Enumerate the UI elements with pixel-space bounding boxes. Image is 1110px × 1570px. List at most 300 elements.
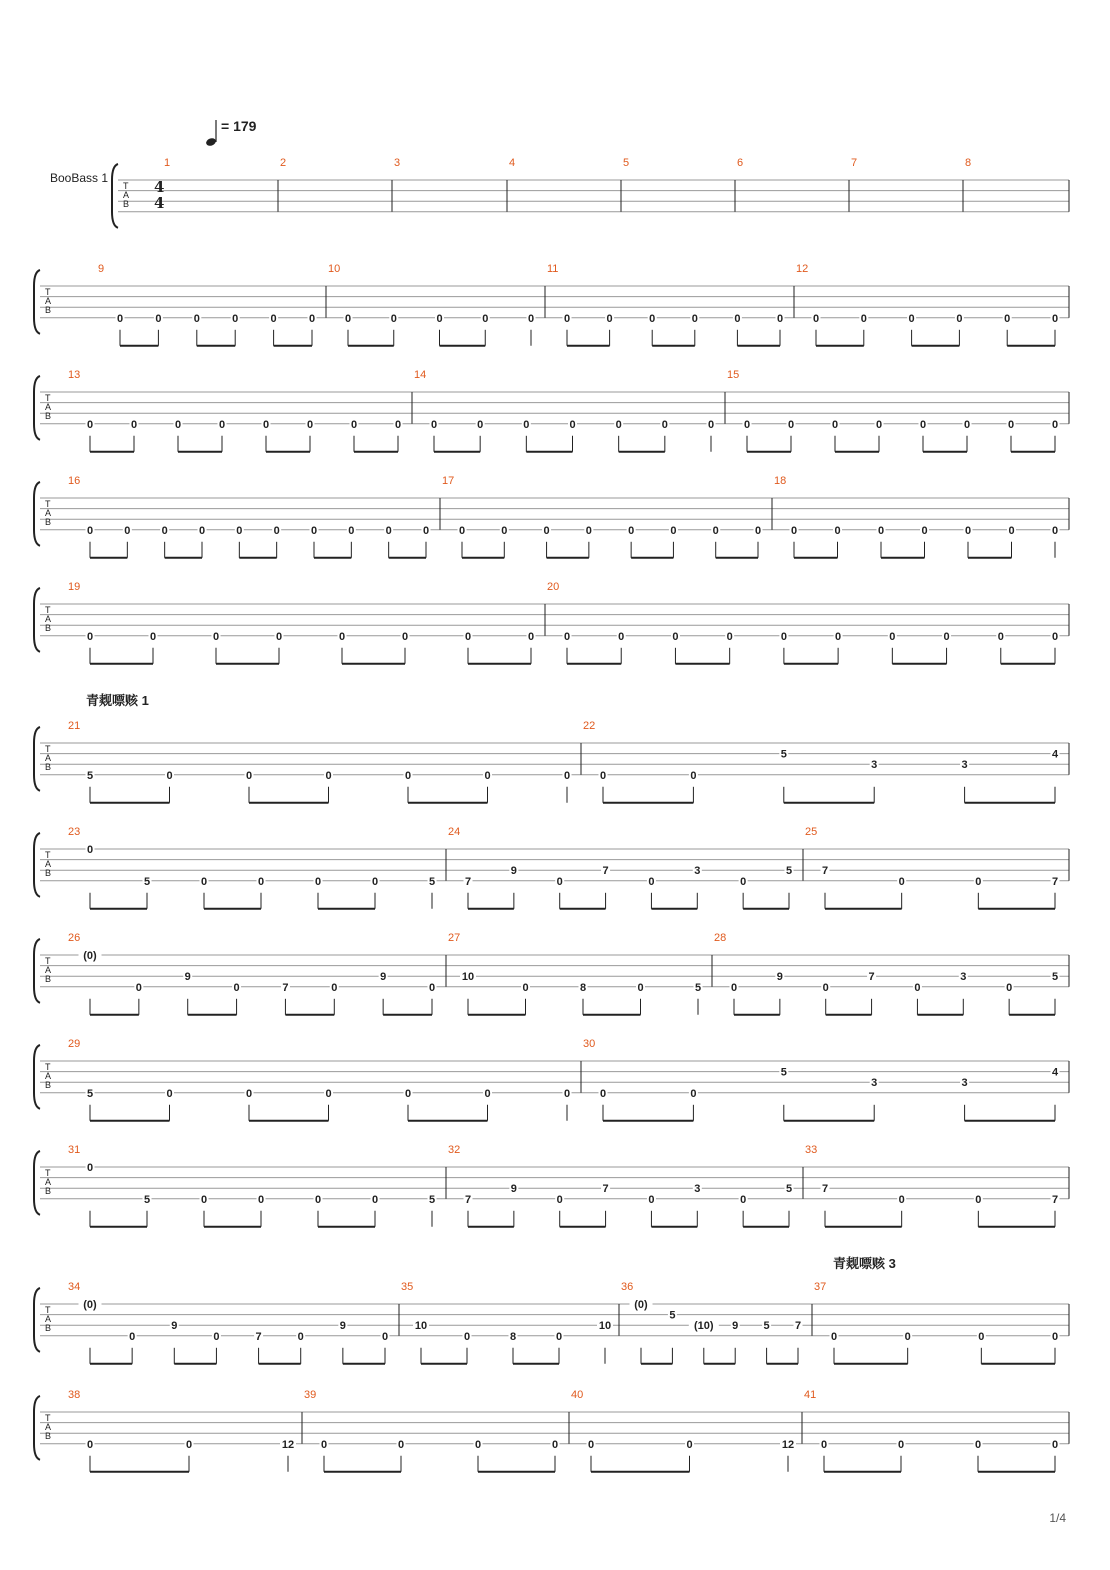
fret-number: 0: [822, 981, 829, 994]
fret-number: 0: [963, 418, 971, 431]
fret-number: 0: [875, 418, 883, 431]
fret-number: 0: [86, 524, 94, 537]
measure-number: 16: [68, 475, 81, 487]
measure-number: 8: [965, 157, 972, 169]
measure-number: 23: [68, 826, 81, 838]
fret-number: 0: [218, 418, 226, 431]
fret-number: 0: [556, 875, 563, 888]
fret-number: 0: [338, 630, 346, 643]
fret-number: 0: [860, 312, 867, 325]
fret-number: 0: [556, 1193, 563, 1206]
fret-number: 0: [734, 312, 741, 325]
fret-number: 0: [270, 312, 277, 325]
fret-number: 0: [130, 418, 138, 431]
tab-clef-letter: T: [45, 499, 51, 509]
tab-system-9: [34, 1038, 1069, 1121]
fret-number: 0: [908, 312, 915, 325]
fret-number: 0: [233, 981, 240, 994]
fret-number: 0: [185, 1438, 193, 1451]
fret-number: 0: [975, 1193, 982, 1206]
tab-clef-letter: T: [45, 287, 51, 297]
fret-number: 0: [200, 1193, 208, 1206]
fret-number: 0: [394, 418, 402, 431]
fret-number: 7: [255, 1330, 262, 1343]
fret-number: 0: [754, 524, 762, 537]
fret-number: 0: [648, 875, 655, 888]
fret-number: 0: [348, 524, 355, 537]
fret-number: 0: [86, 844, 94, 856]
tab-system-6: [34, 720, 1069, 803]
measure-number: 4: [509, 157, 516, 169]
fret-number: (0): [83, 950, 97, 962]
tab-clef-letter: A: [45, 402, 52, 412]
measure-number: 24: [448, 826, 461, 838]
fret-number: 0: [308, 312, 316, 325]
fret-number: 0: [898, 875, 905, 888]
tab-clef-letter: T: [45, 393, 51, 403]
fret-number: 0: [921, 524, 928, 537]
fret-number: 0: [245, 1087, 253, 1100]
system-bracket: [34, 833, 40, 897]
fret-number: 0: [275, 630, 283, 643]
fret-number: 9: [380, 971, 387, 984]
fret-number: 0: [787, 418, 795, 431]
fret-number: 0: [585, 524, 592, 537]
tab-clef-letter: A: [45, 965, 52, 975]
measure-number: 19: [68, 581, 81, 593]
measure-number: 1: [164, 157, 171, 169]
measure-number: 5: [623, 157, 630, 169]
fret-number: 12: [281, 1438, 295, 1451]
fret-number: 0: [86, 418, 94, 431]
measure-number: 13: [68, 369, 81, 381]
fret-number: 0: [404, 1087, 412, 1100]
fret-number: 0: [390, 312, 397, 325]
fret-number: 0: [331, 981, 338, 994]
measure-number: 22: [583, 720, 596, 732]
system-bracket: [34, 482, 40, 546]
fret-number: 0: [501, 524, 508, 537]
fret-number: 0: [86, 1438, 94, 1451]
fret-number: 0: [1051, 1438, 1059, 1451]
measure-number: 10: [328, 263, 341, 275]
fret-number: 0: [726, 630, 733, 643]
fret-number: 0: [350, 418, 358, 431]
tab-clef-letter: T: [45, 956, 51, 966]
fret-number: 0: [563, 630, 571, 643]
tab-clef-letter: B: [45, 411, 52, 421]
fret-number: 0: [1004, 312, 1011, 325]
tempo-value: = 179: [221, 118, 257, 134]
system-bracket: [34, 939, 40, 1003]
tab-system-10: [34, 1144, 1069, 1227]
measure-number: 39: [304, 1389, 317, 1401]
fret-number: 9: [510, 865, 517, 878]
fret-number: 0: [306, 418, 314, 431]
fret-number: 0: [943, 630, 950, 643]
fret-number: 0: [236, 524, 243, 537]
fret-number: 0: [325, 769, 332, 782]
fret-number: 0: [898, 1193, 905, 1206]
fret-number: 3: [960, 971, 967, 984]
fret-number: 0: [463, 1330, 471, 1343]
fret-number: 0: [877, 524, 885, 537]
fret-number: 0: [790, 524, 798, 537]
fret-number: 5: [428, 1193, 436, 1206]
fret-number: 5: [86, 769, 94, 782]
measure-number: 26: [68, 932, 81, 944]
fret-number: 0: [404, 769, 412, 782]
tab-clef-letter: B: [45, 1080, 52, 1090]
fret-number: 0: [975, 875, 982, 888]
fret-number: 0: [166, 769, 173, 782]
fret-number: 0: [904, 1330, 911, 1343]
fret-number: 0: [740, 875, 747, 888]
fret-number: 0: [1006, 981, 1013, 994]
time-signature-bottom: 4: [154, 194, 165, 212]
fret-number: 3: [694, 1183, 701, 1196]
fret-number: (0): [83, 1299, 97, 1311]
fret-number: 0: [371, 875, 379, 888]
fret-number: 9: [184, 971, 191, 984]
fret-number: 0: [1008, 524, 1015, 537]
tab-clef-letter: B: [45, 868, 52, 878]
tab-clef-letter: B: [45, 517, 52, 527]
fret-number: 7: [1051, 875, 1059, 888]
fret-number: 0: [820, 1438, 828, 1451]
fret-number: 0: [712, 524, 719, 537]
fret-number: 0: [477, 418, 484, 431]
fret-number: 0: [297, 1330, 304, 1343]
measure-number: 2: [280, 157, 287, 169]
system-bracket: [34, 376, 40, 440]
fret-number: 0: [1051, 418, 1059, 431]
fret-number: 0: [198, 524, 206, 537]
system-bracket: [34, 588, 40, 652]
tab-clef-letter: T: [45, 605, 51, 615]
measure-number: 41: [804, 1389, 817, 1401]
fret-number: 8: [509, 1330, 517, 1343]
tab-clef-letter: A: [45, 296, 52, 306]
fret-number: 0: [637, 981, 644, 994]
section-marker-3: 青觌嘌赅 3: [833, 1256, 896, 1271]
fret-number: 3: [871, 759, 878, 772]
fret-number: 7: [282, 981, 289, 994]
tab-clef-letter: B: [45, 974, 52, 984]
measure-number: 6: [737, 157, 744, 169]
fret-number: 5: [86, 1087, 94, 1100]
fret-number: 0: [661, 418, 668, 431]
tab-clef-letter: A: [123, 190, 130, 200]
fret-number: 0: [649, 312, 656, 325]
measure-number: 25: [805, 826, 818, 838]
system-bracket: [34, 270, 40, 334]
fret-number: 0: [325, 1087, 332, 1100]
measure-number: 12: [796, 263, 809, 275]
fret-number: 0: [430, 418, 438, 431]
system-bracket: [34, 1288, 40, 1352]
tab-clef-letter: T: [45, 744, 51, 754]
fret-number: 0: [563, 769, 571, 782]
fret-number: 7: [794, 1320, 802, 1333]
fret-number: 7: [602, 865, 609, 878]
fret-number: 0: [257, 875, 265, 888]
fret-number: 0: [690, 769, 697, 782]
fret-number: 0: [135, 981, 142, 994]
fret-number: 0: [730, 981, 738, 994]
tab-system-3: [34, 369, 1069, 452]
fret-number: 7: [868, 971, 875, 984]
fret-number: 0: [776, 312, 784, 325]
fret-number: 5: [763, 1320, 770, 1333]
fret-number: 8: [579, 981, 587, 994]
fret-number: 5: [143, 1193, 151, 1206]
fret-number: 0: [320, 1438, 328, 1451]
fret-number: 0: [212, 630, 220, 643]
measure-number: 7: [851, 157, 858, 169]
fret-number: 0: [670, 524, 677, 537]
fret-number: 5: [669, 1309, 676, 1322]
fret-number: 0: [563, 312, 571, 325]
fret-number: 0: [889, 630, 896, 643]
fret-number: 0: [484, 769, 491, 782]
fret-number: 0: [587, 1438, 595, 1451]
fret-number: 0: [245, 769, 253, 782]
fret-number: 0: [978, 1330, 985, 1343]
fret-number: 9: [339, 1320, 346, 1333]
tab-clef-letter: A: [45, 753, 52, 763]
measure-number: 33: [805, 1144, 818, 1156]
tab-clef-letter: T: [45, 850, 51, 860]
fret-number: 0: [599, 1087, 607, 1100]
fret-number: 0: [86, 630, 94, 643]
fret-number: 0: [273, 524, 280, 537]
fret-number: 0: [1051, 312, 1059, 325]
measure-number: 32: [448, 1144, 461, 1156]
measure-number: 3: [394, 157, 401, 169]
tab-clef-letter: B: [45, 305, 52, 315]
measure-number: 14: [414, 369, 427, 381]
fret-number: 0: [166, 1087, 173, 1100]
system-bracket: [34, 1045, 40, 1109]
tab-clef-letter: B: [45, 762, 52, 772]
fret-number: 0: [436, 312, 443, 325]
fret-number: 0: [831, 418, 839, 431]
fret-number: 0: [956, 312, 963, 325]
fret-number: 0: [484, 1087, 491, 1100]
fret-number: (10): [694, 1320, 714, 1333]
system-bracket: [34, 1396, 40, 1460]
fret-number: 0: [812, 312, 820, 325]
measure-number: 36: [621, 1281, 634, 1293]
tab-clef-letter: A: [45, 1071, 52, 1081]
fret-number: 0: [232, 312, 239, 325]
tab-clef-letter: A: [45, 859, 52, 869]
fret-number: 0: [897, 1438, 905, 1451]
measure-number: 38: [68, 1389, 81, 1401]
fret-number: 5: [785, 1183, 793, 1196]
tab-system-4: [34, 475, 1069, 558]
fret-number: 5: [694, 981, 702, 994]
fret-number: 0: [997, 630, 1004, 643]
fret-number: 0: [919, 418, 927, 431]
fret-number: 0: [314, 1193, 322, 1206]
measure-number: 20: [547, 581, 560, 593]
measure-number: 15: [727, 369, 740, 381]
tab-clef-letter: B: [45, 1323, 52, 1333]
fret-number: 4: [1051, 748, 1059, 761]
fret-number: 0: [523, 418, 530, 431]
fret-number: 10: [461, 971, 475, 984]
fret-number: 0: [381, 1330, 389, 1343]
fret-number: 0: [428, 981, 436, 994]
fret-number: 0: [835, 630, 842, 643]
fret-number: 0: [964, 524, 972, 537]
fret-number: 0: [474, 1438, 482, 1451]
fret-number: 4: [1051, 1066, 1059, 1079]
fret-number: 0: [672, 630, 679, 643]
fret-number: 0: [482, 312, 489, 325]
page-number: 1/4: [1049, 1511, 1066, 1525]
fret-number: 3: [871, 1077, 878, 1090]
system-bracket: [112, 164, 118, 228]
measure-number: 11: [547, 263, 559, 275]
fret-number: 0: [834, 524, 841, 537]
tab-system-8: [34, 932, 1069, 1015]
fret-number: 0: [555, 1330, 563, 1343]
fret-number: 7: [602, 1183, 609, 1196]
fret-number: 0: [691, 312, 698, 325]
fret-number: 0: [527, 630, 535, 643]
fret-number: 0: [401, 630, 409, 643]
fret-number: 7: [821, 865, 829, 878]
instrument-name: BooBass 1: [50, 171, 109, 185]
fret-number: 0: [830, 1330, 838, 1343]
measure-number: 40: [571, 1389, 584, 1401]
system-bracket: [34, 1151, 40, 1215]
tab-system-1: [112, 157, 1069, 228]
fret-number: 0: [740, 1193, 747, 1206]
fret-number: 0: [522, 981, 529, 994]
measure-number: 21: [68, 720, 81, 732]
fret-number: 0: [914, 981, 921, 994]
fret-number: 0: [149, 630, 157, 643]
fret-number: 5: [780, 748, 787, 761]
fret-number: 5: [785, 865, 793, 878]
tab-clef-letter: B: [123, 199, 130, 209]
fret-number: 0: [551, 1438, 559, 1451]
tab-clef-letter: B: [45, 1186, 52, 1196]
fret-number: 3: [694, 865, 701, 878]
fret-number: 7: [464, 875, 472, 888]
fret-number: 0: [200, 875, 208, 888]
fret-number: 0: [371, 1193, 379, 1206]
tab-clef-letter: T: [45, 1062, 51, 1072]
tab-clef-letter: T: [45, 1413, 51, 1423]
fret-number: 9: [510, 1183, 517, 1196]
measure-number: 9: [98, 263, 105, 275]
fret-number: 9: [171, 1320, 178, 1333]
fret-number: 0: [344, 312, 352, 325]
fret-number: 0: [1051, 1330, 1059, 1343]
fret-number: 0: [314, 875, 322, 888]
tab-system-12: [34, 1389, 1069, 1472]
tab-clef-letter: B: [45, 1431, 52, 1441]
fret-number: 0: [422, 524, 430, 537]
fret-number: 0: [628, 524, 635, 537]
fret-number: 0: [458, 524, 466, 537]
fret-number: 7: [1051, 1193, 1059, 1206]
fret-number: 7: [821, 1183, 829, 1196]
fret-number: 0: [86, 1162, 94, 1174]
fret-number: 0: [1007, 418, 1015, 431]
fret-number: 0: [563, 1087, 571, 1100]
measure-number: 31: [68, 1144, 81, 1156]
fret-number: (0): [634, 1299, 648, 1311]
fret-number: 0: [780, 630, 787, 643]
fret-number: 0: [116, 312, 124, 325]
fret-number: 0: [743, 418, 751, 431]
fret-number: 0: [1051, 630, 1059, 643]
fret-number: 0: [606, 312, 613, 325]
tab-clef-letter: T: [45, 1305, 51, 1315]
fret-number: 9: [732, 1320, 739, 1333]
fret-number: 0: [174, 418, 182, 431]
fret-number: 0: [1051, 524, 1059, 537]
fret-number: 0: [615, 418, 622, 431]
fret-number: 0: [648, 1193, 655, 1206]
fret-number: 0: [155, 312, 162, 325]
fret-number: 5: [143, 875, 151, 888]
fret-number: 9: [776, 971, 783, 984]
fret-number: 0: [464, 630, 472, 643]
tab-system-7: [34, 826, 1069, 909]
fret-number: 0: [397, 1438, 405, 1451]
fret-number: 0: [618, 630, 625, 643]
fret-number: 0: [193, 312, 200, 325]
fret-number: 0: [569, 418, 576, 431]
fret-number: 0: [161, 524, 168, 537]
fret-number: 10: [598, 1320, 612, 1333]
fret-number: 0: [310, 524, 318, 537]
fret-number: 0: [974, 1438, 982, 1451]
fret-number: 0: [213, 1330, 220, 1343]
fret-number: 0: [527, 312, 535, 325]
tab-clef-letter: A: [45, 1422, 52, 1432]
fret-number: 0: [257, 1193, 265, 1206]
fret-number: 0: [707, 418, 715, 431]
fret-number: 5: [780, 1066, 787, 1079]
tab-clef-letter: T: [123, 181, 129, 191]
tab-clef-letter: T: [45, 1168, 51, 1178]
tab-system-2: [34, 263, 1069, 346]
section-marker-1: 青觌嘌赅 1: [86, 693, 149, 708]
system-bracket: [34, 727, 40, 791]
measure-number: 37: [814, 1281, 827, 1293]
measure-number: 35: [401, 1281, 414, 1293]
fret-number: 0: [262, 418, 270, 431]
tab-system-5: [34, 581, 1069, 664]
fret-number: 0: [129, 1330, 136, 1343]
fret-number: 0: [686, 1438, 693, 1451]
measure-number: 34: [68, 1281, 81, 1293]
measure-number: 29: [68, 1038, 81, 1050]
tab-system-11: [34, 1281, 1069, 1364]
time-signature-top: 4: [154, 178, 165, 196]
tab-clef-letter: A: [45, 1314, 52, 1324]
measure-number: 27: [448, 932, 461, 944]
measure-number: 30: [583, 1038, 596, 1050]
